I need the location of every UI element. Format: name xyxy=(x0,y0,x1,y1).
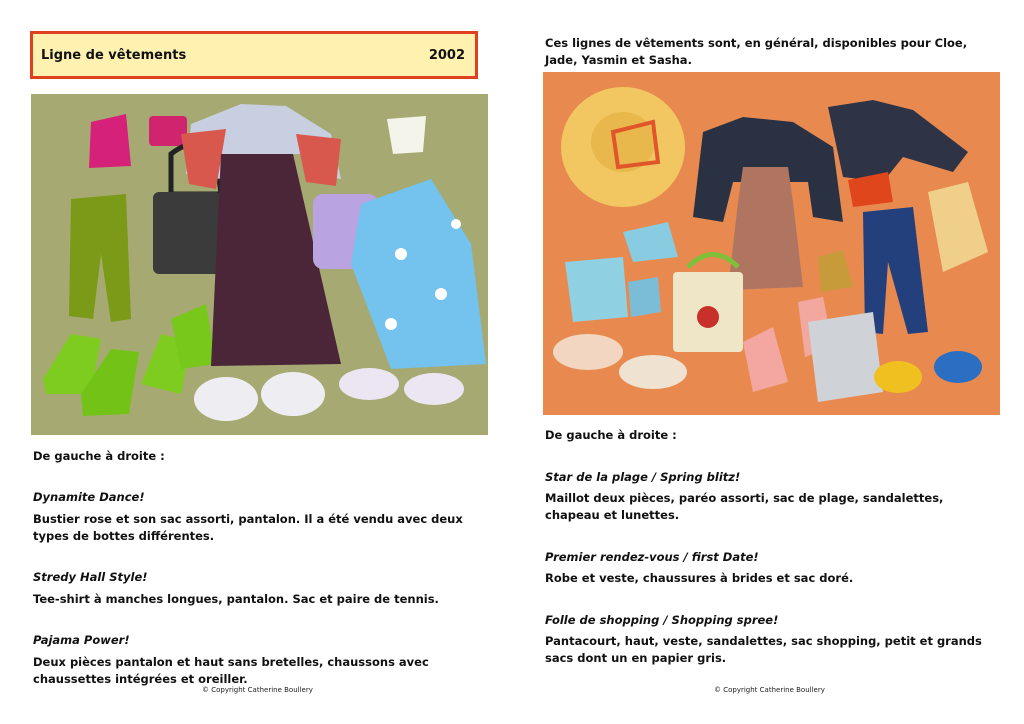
right-page xyxy=(512,0,1024,724)
clothing-photo-left xyxy=(31,94,488,435)
copyright-right: © Copyright Catherine Boullery xyxy=(714,686,825,694)
right-intro: De gauche à droite : xyxy=(545,428,677,442)
item-desc: Pantacourt, haut, veste, sandalettes, sac shopping, petit et grands sacs dont un en papier gris. xyxy=(545,634,982,665)
clothing-illustration-left xyxy=(31,94,488,435)
item-desc: Tee-shirt à manches longues, pantalon. Sac et paire de tennis. xyxy=(33,592,439,606)
item-name: Premier rendez-vous / first Date! xyxy=(545,550,759,564)
left-intro: De gauche à droite : xyxy=(33,449,165,463)
clothing-illustration-right xyxy=(543,72,1000,415)
item-desc: Robe et veste, chaussures à brides et sac doré. xyxy=(545,571,854,585)
item-desc: Maillot deux pièces, paréo assorti, sac de plage, sandalettes, chapeau et lunettes. xyxy=(545,491,944,522)
item-name: Dynamite Dance! xyxy=(33,490,145,504)
clothing-photo-right xyxy=(543,72,1000,415)
item-name: Stredy Hall Style! xyxy=(33,570,148,584)
page-year: 2002 xyxy=(428,47,465,63)
item-name: Folle de shopping / Shopping spree! xyxy=(545,613,779,627)
item-desc: Bustier rose et son sac assorti, pantalon. Il a été vendu avec deux types de bottes différentes. xyxy=(33,512,463,543)
page-title-box xyxy=(30,31,478,79)
item-desc: Deux pièces pantalon et haut sans bretelles, chaussons avec chaussettes intégrées et oreiller. xyxy=(33,655,429,686)
page-title: Ligne de vêtements xyxy=(41,47,187,63)
item-name: Star de la plage / Spring blitz! xyxy=(545,470,741,484)
right-header: Ces lignes de vêtements sont, en général, disponibles pour Cloe, Jade, Yasmin et Sasha. xyxy=(545,36,968,67)
copyright-left: © Copyright Catherine Boullery xyxy=(202,686,313,694)
item-name: Pajama Power! xyxy=(33,633,130,647)
